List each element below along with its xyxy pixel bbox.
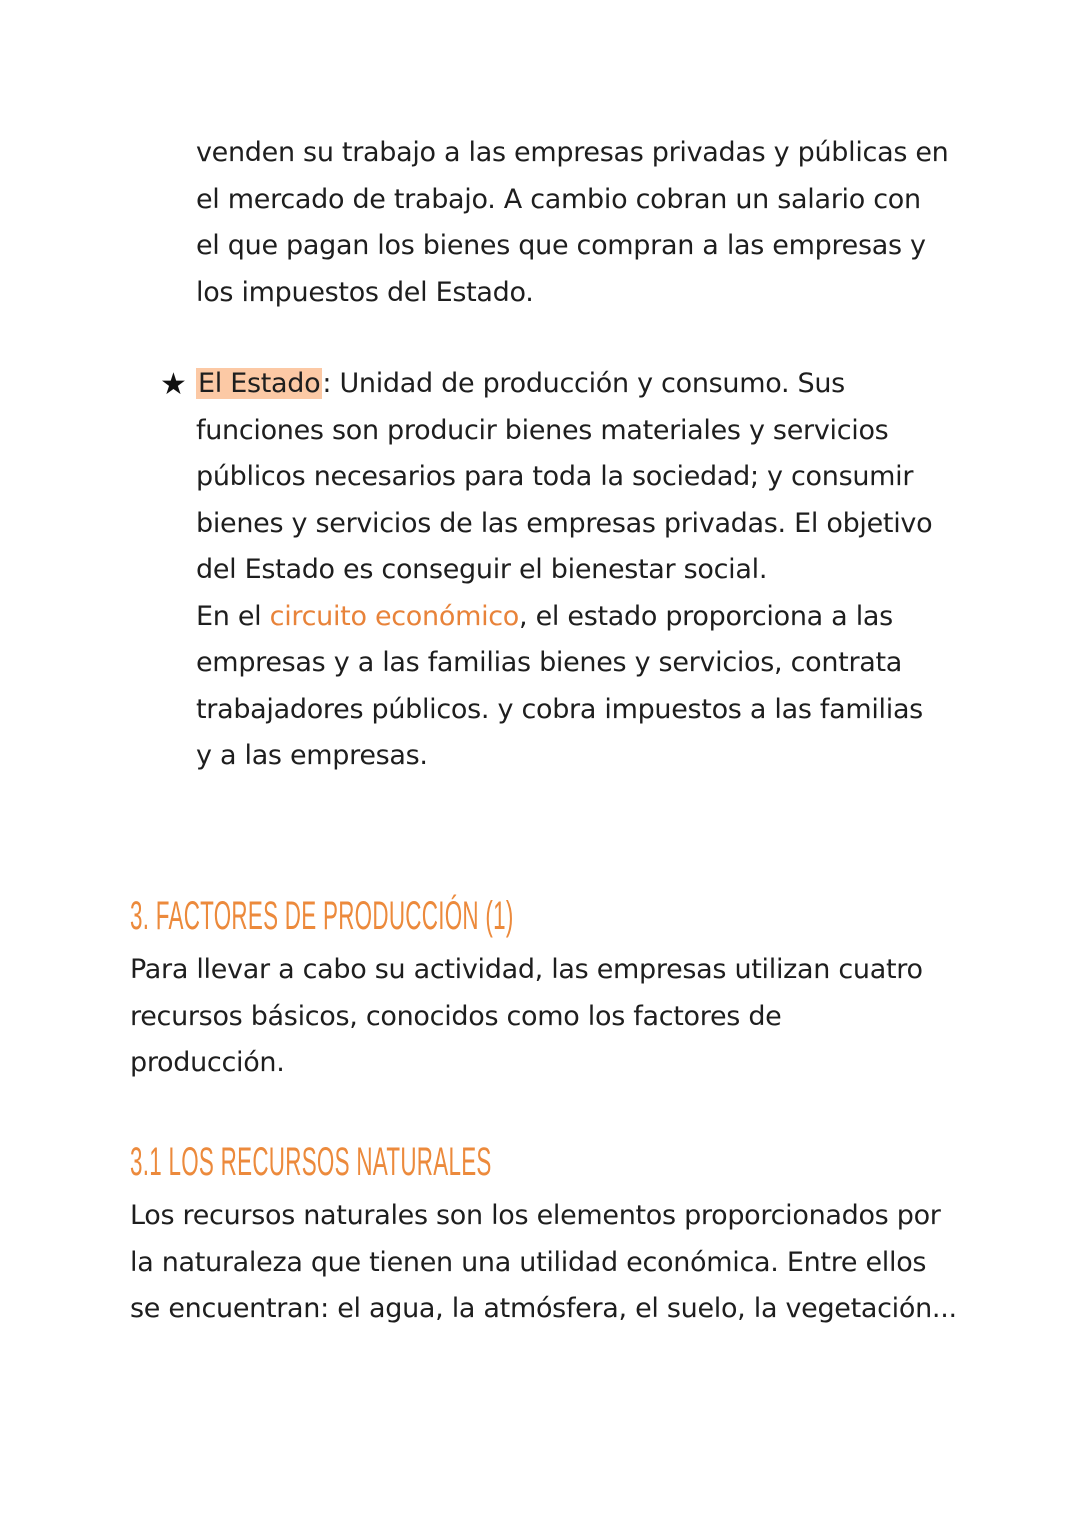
circuit-term: circuito económico [269, 600, 520, 632]
text-line: trabajadores públicos. y cobra impuestos a las familias [196, 693, 923, 725]
estado-first-line [196, 361, 932, 408]
estado-paragraph [196, 361, 932, 780]
text-line: públicos necesarios para toda la sociedad; y consumir [196, 461, 914, 492]
text-line: Para llevar a cabo su actividad, las empresas utilizan cuatro [130, 954, 923, 985]
text-line: del Estado es conseguir el bienestar social. [196, 554, 768, 585]
section-3-heading: 3. FACTORES DE PRODUCCIÓN (1) [130, 894, 514, 938]
text-line: funciones son producir bienes materiales y servicios [196, 414, 889, 446]
circuit-prefix: En el [196, 600, 270, 632]
star-bullet-icon: ★ [160, 367, 187, 402]
text-line: el que pagan los bienes que compran a las empresas y [196, 230, 926, 261]
text-line: los impuestos del Estado. [196, 276, 534, 308]
section-3-paragraph [130, 947, 923, 1087]
section-3-1-paragraph [130, 1193, 957, 1333]
text-line: bienes y servicios de las empresas privadas. El objetivo [196, 507, 933, 539]
text-line: Los recursos naturales son los elementos proporcionados por [130, 1200, 941, 1231]
estado-definition-start: : Unidad de producción y consumo. Sus [322, 368, 845, 399]
text-line: la naturaleza que tienen una utilidad económica. Entre ellos [130, 1246, 927, 1278]
text-line: se encuentran: el agua, la atmósfera, el suelo, la vegetación... [130, 1293, 957, 1324]
familias-paragraph [196, 130, 949, 316]
text-line: venden su trabajo a las empresas privadas y públicas en [196, 137, 949, 168]
text-line: producción. [130, 1047, 285, 1078]
text-line: empresas y a las familias bienes y servicios, contrata [196, 647, 903, 678]
text-line: y a las empresas. [196, 740, 428, 771]
section-3-1-heading: 3.1 LOS RECURSOS NATURALES [130, 1140, 492, 1184]
estado-term-highlight: El Estado [198, 368, 321, 399]
text-line: recursos básicos, conocidos como los factores de [130, 1000, 782, 1032]
circuit-suffix: , el estado proporciona a las [519, 600, 893, 632]
text-line: el mercado de trabajo. A cambio cobran un salario con [196, 183, 921, 215]
circuit-first-line [196, 594, 932, 641]
